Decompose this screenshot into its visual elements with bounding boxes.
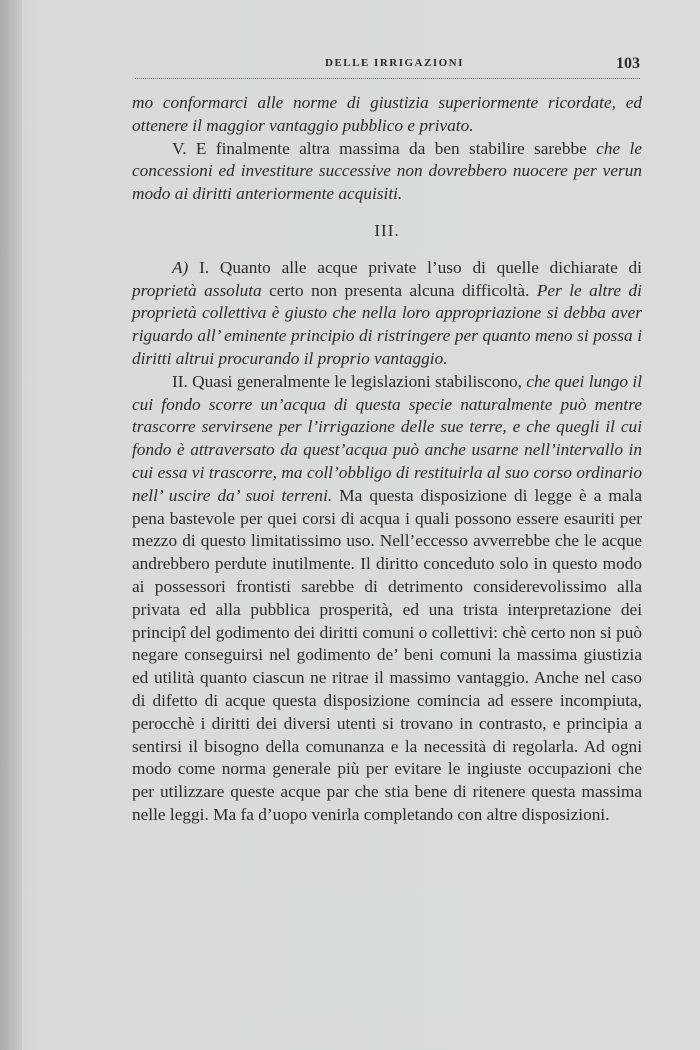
running-title: DELLE IRRIGAZIONI bbox=[325, 57, 464, 69]
paragraph-continuation bbox=[132, 92, 642, 138]
italic-text: A) bbox=[172, 257, 189, 277]
body-text bbox=[132, 92, 642, 827]
italic-text: proprietà assoluta bbox=[132, 280, 262, 300]
text-run: I. Quanto alle acque private l’uso di quelle dichiarate di bbox=[188, 257, 642, 277]
italic-text: mo conformarci alle norme di giustizia superiormente ricordate, ed ottenere il maggior vantaggio pubblico e privato. bbox=[132, 93, 642, 135]
page-header bbox=[135, 55, 640, 79]
italic-text: Per le altre di proprietà collettiva è giusto che nella loro appropriazione si debba aver riguardo all’ eminente principio di ristringere per quanto meno si possa i diritti altrui procurando il proprio vantaggio. bbox=[132, 280, 642, 368]
text-run: Ma questa disposizione di legge è a mala pena bastevole per quei corsi di acqua i quali possono essere esauriti per mezzo di questo limitatissimo uso. Nell’eccesso avverrebbe che le acque andrebbero perdute inutilmente. Il diritto conceduto solo in questo modo ai possessori frontisti sarebbe di detrimento considerevolissimo alla privata ed alla pubblica prosperità, ed una trista interpretazione dei principî del godimento dei diritti comuni o collettivi: chè certo non si può negare conseguirsi nel godimento de’ beni comuni la massima giustizia ed utilità quanto ciascun ne ritrae il massimo vantaggio. Anche nel caso di difetto di acque questa disposizione comincia ad essere incompiuta, perocchè i diritti dei diversi utenti si trovano in contrasto, e principia a sentirsi il bisogno della comunanza e la necessità di regolarla. Ad ogni modo come norma generale più per evitare le ingiuste occupazioni che per utilizzare queste acque par che stia bene di ritenere questa massima nelle leggi. Ma fa d’uopo venirla completando con altre disposizioni. bbox=[132, 485, 643, 824]
header-rule bbox=[135, 78, 640, 79]
page-gutter bbox=[0, 0, 22, 1050]
section-heading: III. bbox=[374, 220, 400, 240]
italic-text: che quei lungo il cui fondo scorre un’acqua di questa specie naturalmente può mentre trascorre servirsene per l’irrigazione delle sue terre, e che quegli il cui fondo è attraversato da quest’acqua può anche usarne nell’intervallo in cui essa vi trascorre, ma coll’obbligo di restituirla al suo corso ordinario nell’ uscire da’ suoi terreni. bbox=[132, 371, 642, 505]
text-run: certo non presenta alcuna difficoltà. bbox=[261, 280, 537, 300]
paragraph-ii bbox=[132, 371, 642, 827]
italic-text: che le concessioni ed investiture successive non dovrebbero nuocere per verun modo ai diritti anteriormente acquisiti. bbox=[132, 138, 642, 204]
paragraph-v bbox=[132, 138, 642, 206]
text-run: V. E finalmente altra massima da ben stabilire sarebbe bbox=[172, 138, 597, 158]
text-run: II. Quasi generalmente le legislazioni stabiliscono, bbox=[172, 371, 527, 391]
page-number: 103 bbox=[616, 55, 640, 72]
paragraph-a-i bbox=[132, 257, 642, 371]
